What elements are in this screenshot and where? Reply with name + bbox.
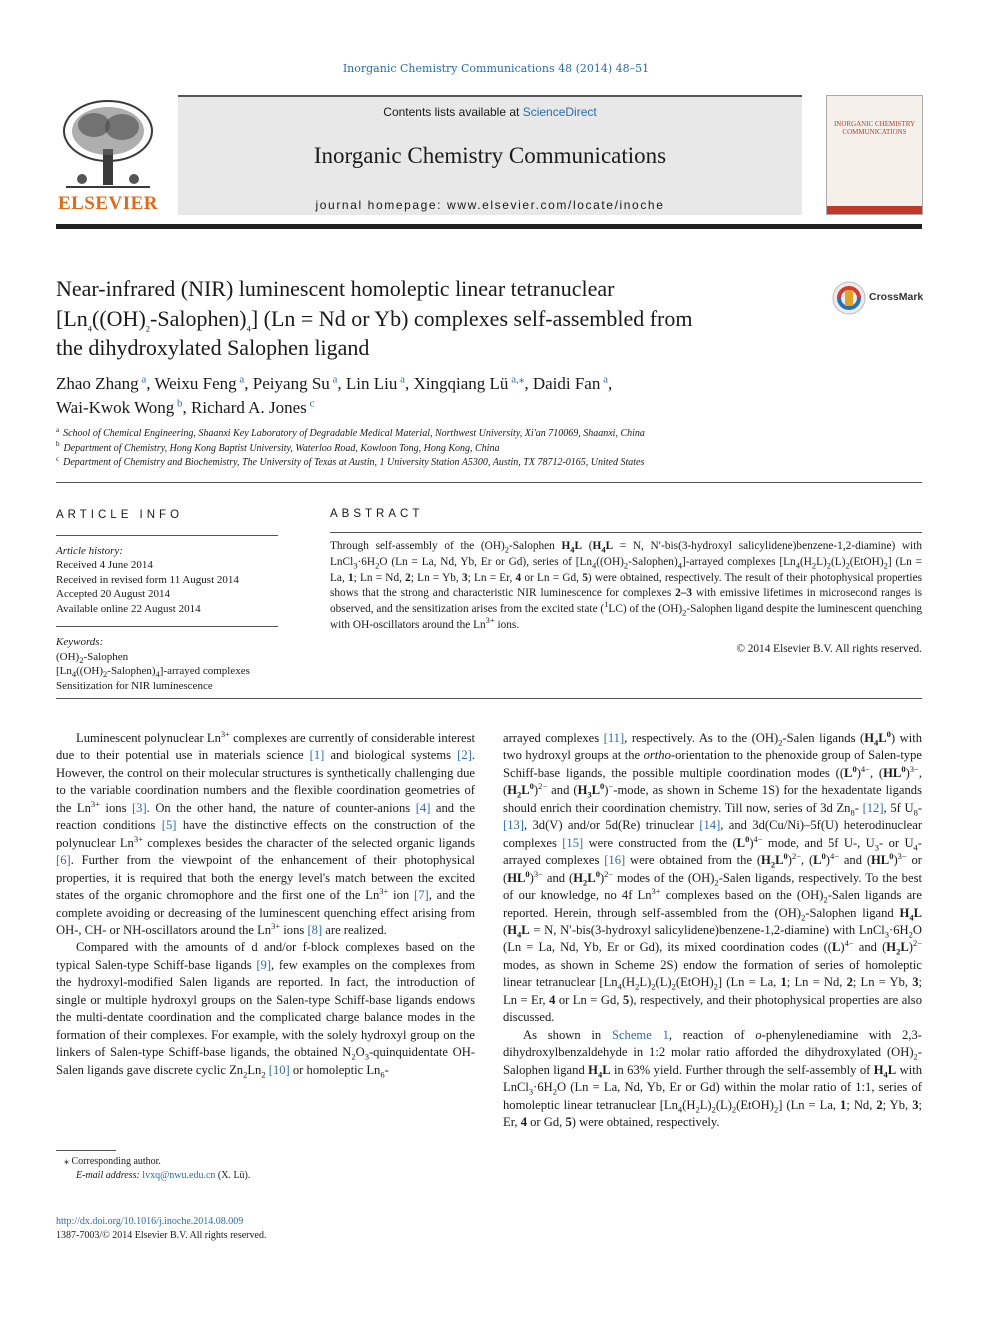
reference-link[interactable]: Scheme 1	[611, 1027, 669, 1042]
reference-link[interactable]: [7]	[414, 888, 429, 903]
history-list	[56, 558, 278, 616]
abstract-text: Through self-assembly of the $(OH)_2$-Salophen $H_4L$ ($H_4L = N$, N′-bis(3-hydroxyl salicylidene)benzene-1,2-diamine) with $LnCl_3\cdot 6H_2O$ (Ln = La, Nd, Yb, Er or Gd), series of $[Ln_4((OH)_2-Salophen)_4]$-arrayed complexes $[Ln_4(H_2L)_2(L)_2(EtOH)_2] (Ln = La$, 1; Ln = Nd, 2; Ln = Yb, 3; Ln = Er, 4 or Ln = Gd, 5) were obtained, respectively. The result of their photophysical properties shows that the strong and characteristic NIR luminescence for complexes 2–3 with emissive lifetimes in microsecond ranges is observed, and the sensitization arises from the excited state ($^1$LC) of the $(OH)_2$-Salophen ligand despite the luminescent quenching with OH-oscillators around the $Ln^{3+}$ ions.	[330, 540, 923, 631]
body-column-left	[56, 730, 475, 1079]
crossmark-label: CrossMark	[869, 291, 924, 303]
affiliation-rule	[56, 482, 922, 483]
author-name[interactable]: Xingqiang Lü	[413, 374, 509, 393]
journal-cover-thumbnail[interactable]	[826, 95, 923, 215]
history-item: Received in revised form 11 August 2014	[56, 573, 239, 586]
author-name[interactable]: Weixu Feng	[154, 374, 237, 393]
reference-link[interactable]: [4]	[415, 800, 431, 815]
article-title: Near-infrared (NIR) luminescent homoleptic linear tetranuclear $[Ln_4((OH)_2-Salophen)_4] (Ln = Nd$ or Yb) complexes self-assembled from the dihydroxylated Salophen ligand	[56, 274, 816, 363]
doi-block	[56, 1215, 266, 1243]
doi-link[interactable]: http://dx.doi.org/10.1016/j.inoche.2014.08.009	[56, 1216, 244, 1227]
cover-bar	[827, 206, 922, 214]
affiliations	[56, 427, 922, 471]
history-item: Accepted 20 August 2014	[56, 588, 170, 600]
keyword-item: $(OH)_2$-Salophen	[56, 650, 129, 665]
body-paragraph: Compared with the amounts of d and/or f-block complexes based on the typical Salen-type Schiff-base ligands [9], few examples on the complexes from the hydroxyl-modified Salen ligands are reported. In fact, the introduction of single or multiple hydroxyl groups on the Salen-type Schiff-base ligands endows the multi-dentate coordination and the complicated charge balance modes in the formation of their complexes. For example, with the solely hydroxyl group on the linkers of Salen-type Schiff-base ligands, the obtained $N_2O_3$-quinquidentate OH-Salen ligands gave discrete cyclic $Zn_2Ln_2$ [10] or homoleptic $Ln_6-$	[56, 940, 475, 1080]
keyword-item: $[Ln_4((OH)_2-Salophen)_4]$-arrayed complexes	[56, 665, 250, 680]
journal-title[interactable]: Inorganic Chemistry Communications	[313, 143, 667, 168]
article-info	[56, 508, 278, 693]
publisher-name: ELSEVIER	[57, 193, 159, 214]
abstract-bottom-rule	[56, 698, 922, 699]
reference-link[interactable]: [15]	[562, 835, 584, 850]
reference-link[interactable]: [3]	[131, 800, 147, 815]
article-info-heading: ARTICLE INFO	[56, 509, 184, 521]
affiliation-marker[interactable]: a	[397, 373, 406, 386]
contents-line: Contents lists available at ScienceDirect	[383, 105, 597, 119]
journal-homepage[interactable]: journal homepage: www.elsevier.com/locate/inoche	[315, 198, 665, 212]
body-paragraph: As shown in Scheme 1, reaction of o-phenylenediamine with 2,3-dihydroxylbenzaldehyde in 1:2 molar ratio afforded the dihydroxylated $(OH)_2$-Salophen ligand $H_4L$ in 63% yield. Further through the self-assembly of $H_4L$ with $LnCl_3\cdot 6H_2O$ (Ln = La, Nd, Yb, Er or Gd) within the molar ratio of 1:1, series of homoleptic linear tetranuclear $[Ln_4(H_2L)_2(L)_2(EtOH)_2] (Ln = La$, 1; Nd, 2; Yb, 3; Er, 4 or Gd, 5) were obtained, respectively.	[503, 1027, 922, 1129]
body-paragraph: Luminescent polynuclear $Ln^{3+}$ complexes are currently of considerable interest due to their potential use in materials science [1] and biological systems [2]. However, the control on their molecular structures is synthetically challenging due to the variable coordination numbers and the flexible coordination geometries of the $Ln^{3+}$ ions [3]. On the other hand, the nature of counter-anions [4] and the reaction conditions [5] have the distinctive effects on the construction of the polynuclear $Ln^{3+}$ complexes besides the character of the selected organic ligands [6]. Further from the viewpoint of the enhancement of their photophysical properties, it is required that both the energy level's match between the excited states of the organic chromophore and the first one of the $Ln^{3+}$ ion [7], and the complete avoiding or decreasing of the luminescent quenching effect arising from OH-, CH- or NH-oscillators around the $Ln^{3+}$ ions [8] are realized.	[56, 728, 476, 937]
reference-link[interactable]: [13]	[503, 818, 524, 833]
author-name[interactable]: Daidi Fan	[532, 374, 601, 393]
journal-reference[interactable]: Inorganic Chemistry Communications 48 (2014) 48–51	[342, 62, 650, 75]
abstract-section	[330, 508, 922, 655]
abstract-heading: ABSTRACT	[330, 508, 424, 520]
journal-header	[56, 95, 922, 217]
crossmark-badge[interactable]	[832, 281, 927, 315]
affiliation-marker[interactable]: b	[174, 397, 183, 410]
keywords-list	[56, 650, 278, 694]
affiliation-item: $^c$ Department of Chemistry and Biochemistry, The University of Texas at Austin, 1 University Station A5300, Austin, TX 78712-0165, United States	[56, 454, 645, 468]
reference-link[interactable]: [12]	[862, 800, 884, 815]
abstract-rule	[330, 532, 922, 533]
info-rule	[56, 535, 278, 536]
affiliation-marker[interactable]: a,⁎	[508, 373, 525, 386]
affiliation-marker[interactable]: a	[236, 373, 245, 386]
footnote-rule	[56, 1150, 116, 1151]
corresponding-author: Corresponding author.	[71, 1156, 161, 1167]
affiliation-marker[interactable]: a	[600, 373, 608, 386]
cover-title: INORGANIC CHEMISTRY COMMUNICATIONS	[833, 120, 916, 136]
history-item: Received 4 June 2014	[56, 559, 153, 571]
reference-link[interactable]: [5]	[161, 818, 177, 833]
elsevier-tree-icon	[56, 97, 160, 193]
journal-band	[178, 95, 802, 215]
email-link[interactable]: lvxq@nwu.edu.cn	[142, 1170, 216, 1181]
keywords-label: Keywords:	[56, 636, 104, 648]
reference-link[interactable]: [8]	[307, 922, 323, 937]
body-paragraph: arrayed complexes [11], respectively. As to the $(OH)_2$-Salen ligands $(H_4L^0)$ with two hydroxyl groups at the ortho-orientation to the phenoxide group of Salen-type Schiff-base ligands, the possible multiple coordination modes ($(L^0)^{4-}$, $(HL^0)^{3-}$, $(H_2L^0)^{2-}$ and $(H_3L^0)^-$-mode, as shown in Scheme 1S) for the hexadentate ligands should enrich their coordination chemistry. Till now, series of 3d $Zn_8-$ [12], 5f $U_8-$ [13], 3d(V) and/or 5d(Re) trinuclear [14], and 3d(Cu/Ni)–5f(U) heterodinuclear complexes [15] were constructed from the $(L^0)^{4-}$ mode, and 5f U-, $U_3-$ or $U_4$-arrayed complexes [16] were obtained from the $(H_2L^0)^{2-}$, $(L^0)^{4-}$ and $(HL^0)^{3-}$ or $(HL^0)^{3-}$ and $(H_2L^0)^{2-}$ modes of the $(OH)_2$-Salen ligands, respectively. To the best of our knowledge, no 4f $Ln^{3+}$ complexes based on the $(OH)_2$-Salen ligands are reported. Herein, through self-assembled from the $(OH)_2$-Salophen ligand $H_4L$ ($H_4L = N$, N′-bis(3-hydroxyl salicylidene)benzene-1,2-diamine) with $LnCl_3\cdot 6H_2O$ (Ln = La, Nd, Yb, Er or Gd), its mixed coordination codes ($(L)^{4-}$ and $(H_2L)^{2-}$ modes, as shown in Scheme 2S) endow the formation of series of homoleptic linear tetranuclear $[Ln_4(H_2L)_2(L)_2(EtOH)_2] (Ln = La$, 1; Ln = Nd, 2; Ln = Yb, 3; Ln = Er, 4 or Ln = Gd, 5), respectively, and their photophysical properties are also discussed.	[503, 728, 923, 1025]
affiliation-item: $^a$ School of Chemical Engineering, Shaanxi Key Laboratory of Degradable Medical Material, Northwest University, Xi'an 710069, Shaanxi, China	[56, 425, 645, 439]
author-name[interactable]: Richard A. Jones	[191, 398, 307, 417]
reference-link[interactable]: [6]	[56, 853, 71, 868]
crossmark-icon	[832, 281, 866, 315]
issn-line: 1387-7003/© 2014 Elsevier B.V. All rights reserved.	[56, 1230, 267, 1241]
author-list: Zhao Zhang $^a$, Weixu Feng $^a$, Peiyang Su $^a$, Lin Liu $^a$, Xingqiang Lü $^{a,⁎}$, Daidi Fan $^a$, Wai-Kwok Wong $^b$, Richard A. Jones $^c$	[56, 373, 613, 417]
keyword-item: Sensitization for NIR luminescence	[56, 679, 213, 692]
author-name[interactable]: Peiyang Su	[252, 374, 330, 393]
reference-link[interactable]: [11]	[603, 731, 625, 745]
elsevier-logo[interactable]	[56, 97, 160, 215]
affiliation-item: $^b$ Department of Chemistry, Hong Kong Baptist University, Waterloo Road, Kowloon Tong, Hong Kong, China	[56, 440, 500, 454]
affiliation-marker[interactable]: c	[306, 397, 315, 410]
author-name[interactable]: Wai-Kwok Wong	[56, 398, 175, 417]
reference-link[interactable]: [14]	[699, 818, 721, 833]
header-rule	[56, 224, 922, 229]
author-name[interactable]: Zhao Zhang	[56, 374, 139, 393]
affiliation-marker[interactable]: a	[138, 373, 147, 386]
reference-link[interactable]: [2]	[457, 748, 472, 763]
reference-link[interactable]: [16]	[604, 853, 626, 868]
copyright: © 2014 Elsevier B.V. All rights reserved.	[736, 642, 922, 655]
info-rule	[56, 626, 278, 627]
footnote: ⁎ Corresponding author. E-mail address: lvxq@nwu.edu.cn (X. Lü).	[64, 1156, 251, 1181]
affiliation-marker[interactable]: a	[329, 373, 338, 386]
reference-link[interactable]: [10]	[268, 1062, 290, 1077]
reference-link[interactable]: [9]	[256, 957, 272, 972]
history-label: Article history:	[56, 544, 123, 557]
author-name[interactable]: Lin Liu	[345, 374, 398, 393]
history-item: Available online 22 August 2014	[56, 602, 201, 615]
sciencedirect-link[interactable]: ScienceDirect	[522, 105, 597, 119]
reference-link[interactable]: [1]	[309, 748, 325, 763]
title-line-2: $[Ln_4((OH)_2-Salophen)_4] (Ln = Nd$ or Yb) complexes self-assembled from	[56, 305, 693, 333]
body-column-right	[503, 730, 922, 1131]
